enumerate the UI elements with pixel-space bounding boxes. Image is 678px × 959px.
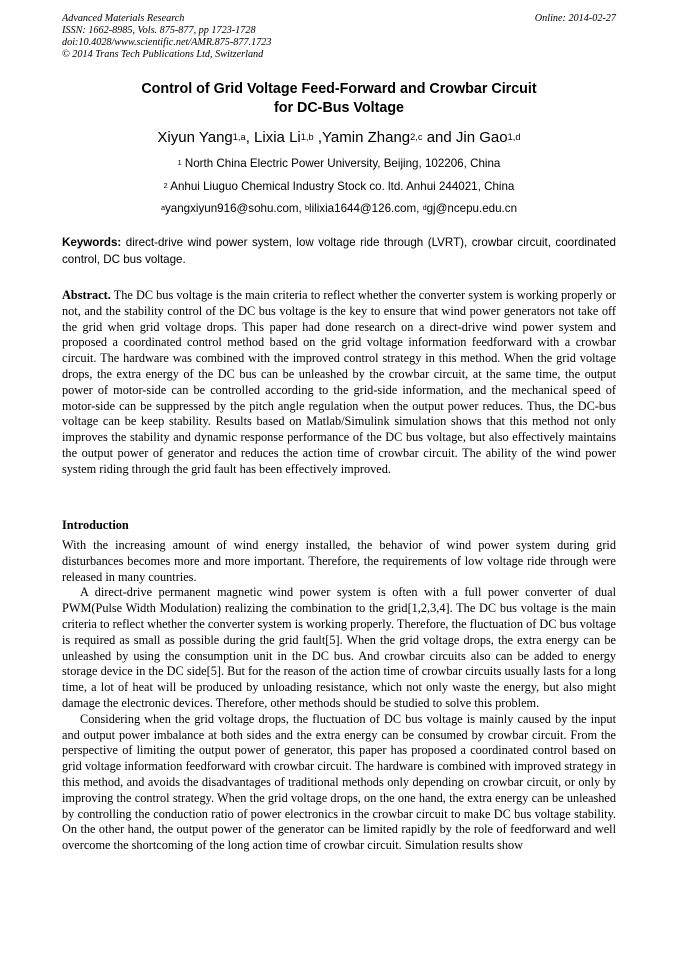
author-sep: , [313,129,323,146]
email-b: lilixia1644@126.com, [309,202,423,215]
email-d: gj@ncepu.edu.cn [426,202,518,215]
author-name: Lixia Li [254,129,301,146]
keywords-label: Keywords: [62,236,122,249]
author-sup: 1,d [507,132,521,142]
journal-name: Advanced Materials Research [62,13,185,24]
journal-header [62,13,616,61]
author-name: Jin Gao [455,129,508,146]
author-name: Yamin Zhang [322,129,411,146]
author-sup: 2,c [410,132,423,142]
paper-title [62,80,616,118]
email-sup: a [160,203,165,212]
keywords-block [62,235,616,268]
affiliation-sup: 2 [163,181,168,190]
email-a: yangxiyun916@sohu.com, [164,202,305,215]
author-sep: and [422,129,456,146]
affiliation-sup: 1 [177,158,182,167]
introduction-body [62,538,616,854]
paragraph: A direct-drive permanent magnetic wind power system is often with a full power converter of dual PWM(Pulse Width Modulation) realizing the combination to the grid[1,2,3,4]. The DC bus voltage is the main criteria to reflect whether the converter system is working properly. Therefore, the fluctuation of DC bus voltage is required as small as possible during the grid fault[5]. When the grid voltage drops, the extra energy can be unleashed by using the consumption unit in the DC bus. And crowbar circuits also can be added to energy storage device in the DC side[5]. But for the reason of the action time of crowbar circuits usually lasts for a long time, a lot of heat will be produced by unloading resistance, which not only waste the energy, but also might damage the electronic devices. Therefore, other methods should be studied to solve this problem. [62,585,616,710]
affiliation-text: North China Electric Power University, Beijing, 102206, China [181,157,501,170]
author-name: Xiyun Yang [157,129,233,146]
email-sup: d [422,203,427,212]
affiliation-2 [62,180,616,194]
author-sup: 1,b [300,132,314,142]
abstract-block [62,288,616,478]
author-emails [62,202,616,216]
affiliation-text: Anhui Liuguo Chemical Industry Stock co. ltd. Anhui 244021, China [167,180,515,193]
paragraph: Considering when the grid voltage drops, the fluctuation of DC bus voltage is mainly caused by the input and output power imbalance at both sides and the extra energy can be consumed by crowbar circuit. From the perspective of limiting the output power of generator, this paper has proposed a coordinated control based on grid voltage information feedforward with crowbar circuit. The hardware is combined with improved strategy in this method, and avoids the disadvantages of traditional methods only depending on crowbar circuit, or only by improving the control strategy. When the grid voltage drops, on the one hand, the extra energy can be unleashed by controlling the conduction ratio of power electronics in the crowbar circuit to make DC bus voltage stability. On the other hand, the output power of the generator can be limited rapidly by the role of feedforward and well overcome the shortcoming of the long action time of crowbar circuit. Simulation results show [62,711,616,853]
issn-line: ISSN: 1662-8985, Vols. 875-877, pp 1723-1728 [62,25,256,36]
affiliation-1 [62,157,616,171]
doi-line: doi:10.4028/www.scientific.net/AMR.875-877.1723 [62,37,272,48]
abstract-label: Abstract. [62,288,111,302]
abstract-text: The DC bus voltage is the main criteria to reflect whether the converter system is working properly or not, and the stability control of the DC bus voltage is the key to ensure that wind power generators not take off the grid when grid voltage drops. This paper had done research on a direct-drive wind power system and proposed a coordinated control method based on the grid voltage information feedforward with a crowbar circuit. The hardware was combined with the improved control strategy in this method. When the grid voltage drops, the extra energy of the DC bus can be unleashed by the crowbar circuit, at the same time, the output power of motor-side can be controlled according to the grid-side information, and the mechanical speed of motor-side can be suppressed by the pitch angle regulation when the output power reduces. Thus, the DC-bus voltage can be keep stability. Results based on Matlab/Simulink simulation shows that this method not only improves the stability and dynamic response performance of the DC bus voltage, but also effectively maintains the output power of generator and reduces the action time of crowbar circuit. The ability of the wind power system riding through the grid fault has been effectively improved. [62,288,616,476]
author-sep: , [245,129,255,146]
paragraph: With the increasing amount of wind energy installed, the behavior of wind power system during grid disturbances becomes more and more important. Therefore, the requirements of low voltage ride through were released in many countries. [62,538,616,584]
author-sup: 1,a [232,132,246,142]
copyright-line: © 2014 Trans Tech Publications Ltd, Switzerland [62,49,264,60]
keywords-text: direct-drive wind power system, low voltage ride through (LVRT), crowbar circuit, coordinated control, DC bus voltage. [62,236,616,266]
author-list [62,128,616,148]
title-line-1: Control of Grid Voltage Feed-Forward and Crowbar Circuit [141,81,537,97]
email-sup: b [305,203,309,212]
online-date: Online: 2014-02-27 [534,13,616,24]
title-line-2: for DC-Bus Voltage [274,100,404,116]
section-heading-introduction: Introduction [62,518,129,532]
